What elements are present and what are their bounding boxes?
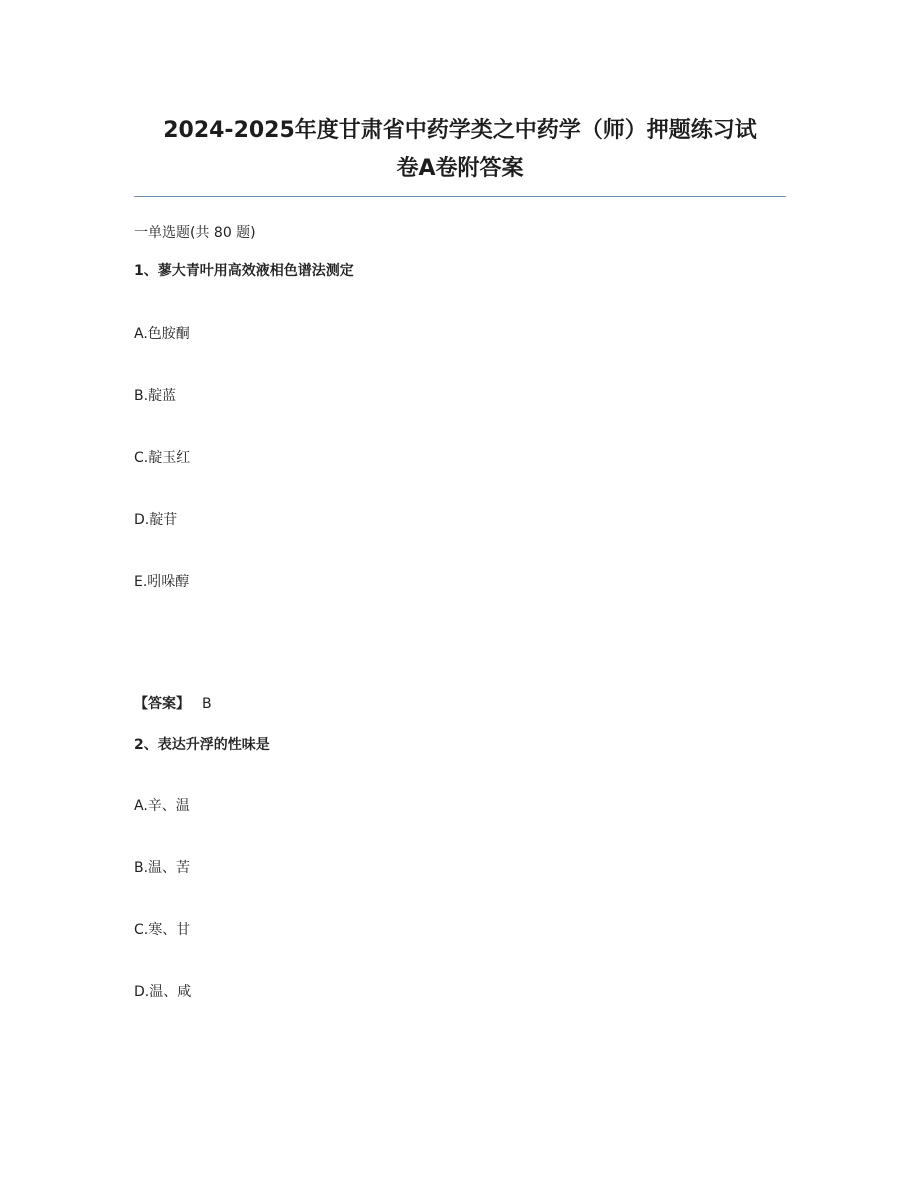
question-2-option-b: B.温、苦 [134, 860, 191, 876]
question-1-option-e: E.吲哚醇 [134, 574, 190, 590]
title-divider [134, 196, 786, 197]
question-2-stem: 2、表达升浮的性味是 [134, 737, 270, 753]
document-title-line-1: 2024-2025年度甘肃省中药学类之中药学（师）押题练习试 [163, 118, 757, 143]
question-2-option-c: C.寒、甘 [134, 922, 191, 938]
answer-label: 【答案】 [134, 696, 190, 712]
question-2-option-d: D.温、咸 [134, 984, 192, 1000]
question-2-option-a: A.辛、温 [134, 798, 190, 814]
answer-value: B [202, 696, 212, 712]
question-1-stem: 1、蓼大青叶用高效液相色谱法测定 [134, 263, 354, 279]
question-1-option-b: B.靛蓝 [134, 388, 177, 404]
question-1-option-c: C.靛玉红 [134, 450, 191, 466]
question-1-option-a: A.色胺酮 [134, 326, 190, 342]
question-1-option-d: D.靛苷 [134, 512, 178, 528]
document-title [120, 112, 800, 188]
question-1-answer [134, 695, 212, 713]
document-title-line-2: 卷A卷附答案 [396, 156, 524, 181]
section-header: 一单选题(共 80 题) [134, 225, 256, 241]
